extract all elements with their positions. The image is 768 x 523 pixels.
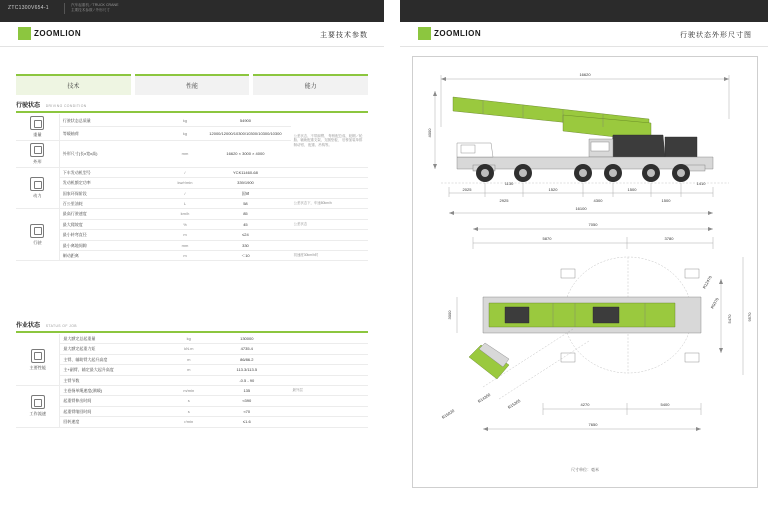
cell-note: 最外层 xyxy=(290,385,368,395)
model-code: ZTC1300V654-1 xyxy=(8,5,49,11)
right-header-bar xyxy=(400,0,768,22)
cell-value: 4735.4 xyxy=(204,344,290,354)
dimension-icon xyxy=(30,143,44,157)
table-row xyxy=(16,199,368,209)
job-spec-table xyxy=(16,334,368,428)
cell-label: 最大额定起重力矩 xyxy=(60,344,174,354)
cell-value: 58 xyxy=(200,199,290,209)
dim-width-4: 9570 xyxy=(747,312,752,322)
cell-note xyxy=(291,230,368,240)
table-row xyxy=(16,219,368,229)
cell-note xyxy=(290,417,368,427)
table-row xyxy=(16,365,368,375)
cell-note xyxy=(290,334,368,344)
cell-unit: % xyxy=(170,219,201,229)
dim-radial-1: R14300 xyxy=(476,392,492,404)
cell-note xyxy=(291,188,368,198)
table-row xyxy=(16,385,368,395)
cell-value: ≈390 xyxy=(204,396,290,406)
cell-note xyxy=(291,240,368,250)
logo-mark-icon xyxy=(418,27,431,40)
cell-value: -0.5 - 90 xyxy=(204,375,290,385)
cell-unit: m xyxy=(174,354,205,364)
group-driving xyxy=(16,209,59,261)
cell-label: 最小转弯直径 xyxy=(59,230,169,240)
right-page xyxy=(400,0,768,523)
table-row xyxy=(16,209,368,219)
section-driving-title-cn: 行驶状态 xyxy=(16,103,41,109)
cell-label: 发动机额定功率 xyxy=(59,178,169,188)
cell-value: ≈70 xyxy=(204,406,290,416)
cell-value: ≤24 xyxy=(200,230,290,240)
group-main-performance xyxy=(16,334,60,385)
dim-axle-5: 1500 xyxy=(627,187,637,192)
cell-value: 339/1900 xyxy=(200,178,290,188)
cell-label: 制动距离 xyxy=(59,251,169,261)
cell-label: 国家环保阶段 xyxy=(59,188,169,198)
logo-mark-icon xyxy=(18,27,31,40)
cell-note: 公差状态 xyxy=(291,219,368,229)
cell-note xyxy=(290,406,368,416)
cell-note: 初速度30km/h时 xyxy=(291,251,368,261)
table-row xyxy=(16,240,368,250)
table-row xyxy=(16,230,368,240)
dim-small-1: 1130 xyxy=(504,181,514,186)
section-job-title-en: STATUS OF JOB xyxy=(45,324,77,328)
tab-capacity[interactable]: 能力 xyxy=(253,74,368,95)
header-subtitle xyxy=(64,3,119,14)
table-row xyxy=(16,354,368,364)
weight-icon xyxy=(30,116,44,130)
cell-unit: kN.m xyxy=(174,344,205,354)
cell-value: 12000/12000/10300/10300/10300/10300 xyxy=(200,127,290,141)
table-row xyxy=(16,188,368,198)
cell-label: 起重臂伸出时间 xyxy=(60,396,174,406)
cell-unit: / xyxy=(170,188,201,198)
cell-label: 回转速度 xyxy=(60,417,174,427)
section-driving-title-en: DRIVING CONDITION xyxy=(45,104,87,108)
group-dimension xyxy=(16,140,59,167)
drawing-svg xyxy=(413,57,757,487)
dim-width-1: 3000 xyxy=(447,310,452,320)
cell-note xyxy=(290,396,368,406)
cell-label: 主臂、辅助臂大起升高度 xyxy=(60,354,174,364)
dimension-unit-note: 尺寸单位：毫米 xyxy=(571,467,599,472)
dim-bottom-1: 4270 xyxy=(580,402,590,407)
cell-unit: s xyxy=(174,396,205,406)
right-page-title: 行驶状态外形尺寸图 xyxy=(680,32,752,39)
cell-unit: kg xyxy=(174,334,205,344)
tab-performance[interactable]: 性能 xyxy=(135,74,250,95)
section-job-heading xyxy=(16,320,77,329)
dim-base-length: 16100 xyxy=(575,206,587,211)
drive-icon xyxy=(30,224,44,238)
table-row xyxy=(16,344,368,354)
cell-value: ＜10 xyxy=(200,251,290,261)
cell-label: 最小离地间隙 xyxy=(59,240,169,250)
cell-note: 公差状态、不带副臂、 每桥配总成、轮辋／轮胎、辅助配重支架、支腿垫板、 后桥加装单排制动钳、 配重、吊钩等。 xyxy=(291,114,368,167)
dim-top-1: 5870 xyxy=(542,236,552,241)
table-row xyxy=(16,178,368,188)
dim-top-overall: 7050 xyxy=(588,222,598,227)
speed-icon xyxy=(31,395,45,409)
header-subtitle-line-1: 汽车起重机／TRUCK CRANE xyxy=(71,3,119,7)
cell-label: 百公里油耗 xyxy=(59,199,169,209)
brand-name: ZOOMLION xyxy=(34,29,82,38)
table-row xyxy=(16,396,368,406)
table-row xyxy=(16,334,368,344)
spec-tabs xyxy=(16,74,368,95)
cell-unit: m xyxy=(170,251,201,261)
cell-note: 公差状态下，车速80km/h xyxy=(291,199,368,209)
cell-label: 起重臂缩回时间 xyxy=(60,406,174,416)
brand-logo xyxy=(18,27,81,40)
cell-note xyxy=(290,375,368,385)
cell-unit xyxy=(174,375,205,385)
cell-value: ≤1.6 xyxy=(204,417,290,427)
section-divider xyxy=(16,111,368,113)
group-label: 工作流速 xyxy=(29,411,47,417)
cell-value: 86/86.2 xyxy=(204,354,290,364)
dim-axle-4: 4300 xyxy=(593,198,603,203)
cell-label: 下车发动机型号 xyxy=(59,167,169,177)
table-row xyxy=(16,167,368,177)
cell-note xyxy=(291,178,368,188)
cell-note xyxy=(290,344,368,354)
cell-value: YCK11460-68 xyxy=(200,167,290,177)
cell-value: 45 xyxy=(200,219,290,229)
page-title: 主要技术参数 xyxy=(320,32,368,39)
dim-axle-6: 1500 xyxy=(661,198,671,203)
section-driving-heading xyxy=(16,100,87,109)
dim-overall-length: 16620 xyxy=(579,72,591,77)
cell-unit: r/min xyxy=(174,417,205,427)
engine-icon xyxy=(30,177,44,191)
section-divider xyxy=(16,331,368,333)
left-brand-row xyxy=(0,22,384,47)
dim-bottom-2: 5400 xyxy=(660,402,670,407)
dim-radial-4: R12470 xyxy=(701,274,713,290)
driving-spec-table xyxy=(16,114,368,261)
dim-axle-3: 1520 xyxy=(548,187,558,192)
cell-unit: m xyxy=(174,365,205,375)
group-label: 动力 xyxy=(33,193,42,199)
cell-label: 行驶状态总质量 xyxy=(59,114,169,127)
brand-logo-right xyxy=(418,27,481,40)
cell-unit: m/min xyxy=(174,385,205,395)
cell-unit: kw/r/min xyxy=(170,178,201,188)
group-weight xyxy=(16,114,59,140)
cell-unit: L xyxy=(170,199,201,209)
cell-value: 85 xyxy=(200,209,290,219)
dim-height: 4000 xyxy=(427,128,432,138)
cell-unit: kg xyxy=(170,114,201,127)
cell-label: 等载轴荷 xyxy=(59,127,169,141)
cell-value: 16620 × 3000 × 4000 xyxy=(200,140,290,167)
performance-icon xyxy=(31,349,45,363)
cell-value: 330 xyxy=(200,240,290,250)
dim-top-2: 3780 xyxy=(664,236,674,241)
cell-unit: mm xyxy=(170,140,201,167)
table-row xyxy=(16,417,368,427)
table-row xyxy=(16,114,368,127)
cell-value: 国Ⅵ xyxy=(200,188,290,198)
cell-label: 最大爬坡度 xyxy=(59,219,169,229)
brand-name: ZOOMLION xyxy=(434,29,482,38)
group-work-speed xyxy=(16,385,60,427)
cell-value: 130000 xyxy=(204,334,290,344)
group-label: 外形 xyxy=(33,158,42,164)
dim-radial-5: R9370 xyxy=(709,296,720,310)
dim-radial-3: R16820 xyxy=(440,408,456,420)
cell-unit: s xyxy=(174,406,205,416)
group-label: 重量 xyxy=(33,132,42,137)
cell-note xyxy=(290,354,368,364)
right-brand-row xyxy=(400,22,768,47)
left-header-bar xyxy=(0,0,384,22)
cell-note xyxy=(291,209,368,219)
cell-label: 最大额定总起重量 xyxy=(60,334,174,344)
table-row xyxy=(16,251,368,261)
cell-unit: kg xyxy=(170,127,201,141)
cell-unit: km/h xyxy=(170,209,201,219)
table-row xyxy=(16,406,368,416)
dim-axle-2: 2925 xyxy=(499,198,509,203)
cell-label: 主卷扬单绳速度(满载) xyxy=(60,385,174,395)
dim-width-3: 5470 xyxy=(727,314,732,324)
cell-label: 最高行驶速度 xyxy=(59,209,169,219)
header-subtitle-line-2: 主要技术参数 / 外形尺寸 xyxy=(71,8,110,13)
dim-small-2: 1410 xyxy=(696,181,706,186)
cell-unit: mm xyxy=(170,240,201,250)
section-job-title-cn: 作业状态 xyxy=(16,323,41,329)
cell-label: 外形尺寸(长x宽x高) xyxy=(59,140,169,167)
cell-value: 54900 xyxy=(200,114,290,127)
cell-label: 主臂节数 xyxy=(60,375,174,385)
cell-note xyxy=(291,167,368,177)
group-label: 行驶 xyxy=(33,239,42,245)
dim-radial-2: R15365 xyxy=(506,398,522,410)
cell-unit: / xyxy=(170,167,201,177)
dim-axle-1: 2025 xyxy=(462,187,472,192)
dim-bottom-total: 7650 xyxy=(588,422,598,427)
table-row xyxy=(16,375,368,385)
cell-label: 主+副臂、辅定最大起升高度 xyxy=(60,365,174,375)
cell-value: 113.3/113.5 xyxy=(204,365,290,375)
cell-value: 135 xyxy=(204,385,290,395)
group-label: 主要性能 xyxy=(29,364,47,370)
tab-tech[interactable]: 技术 xyxy=(16,74,131,95)
cell-note xyxy=(290,365,368,375)
group-power xyxy=(16,167,59,209)
cell-unit: m xyxy=(170,230,201,240)
dimension-drawing xyxy=(412,56,758,488)
